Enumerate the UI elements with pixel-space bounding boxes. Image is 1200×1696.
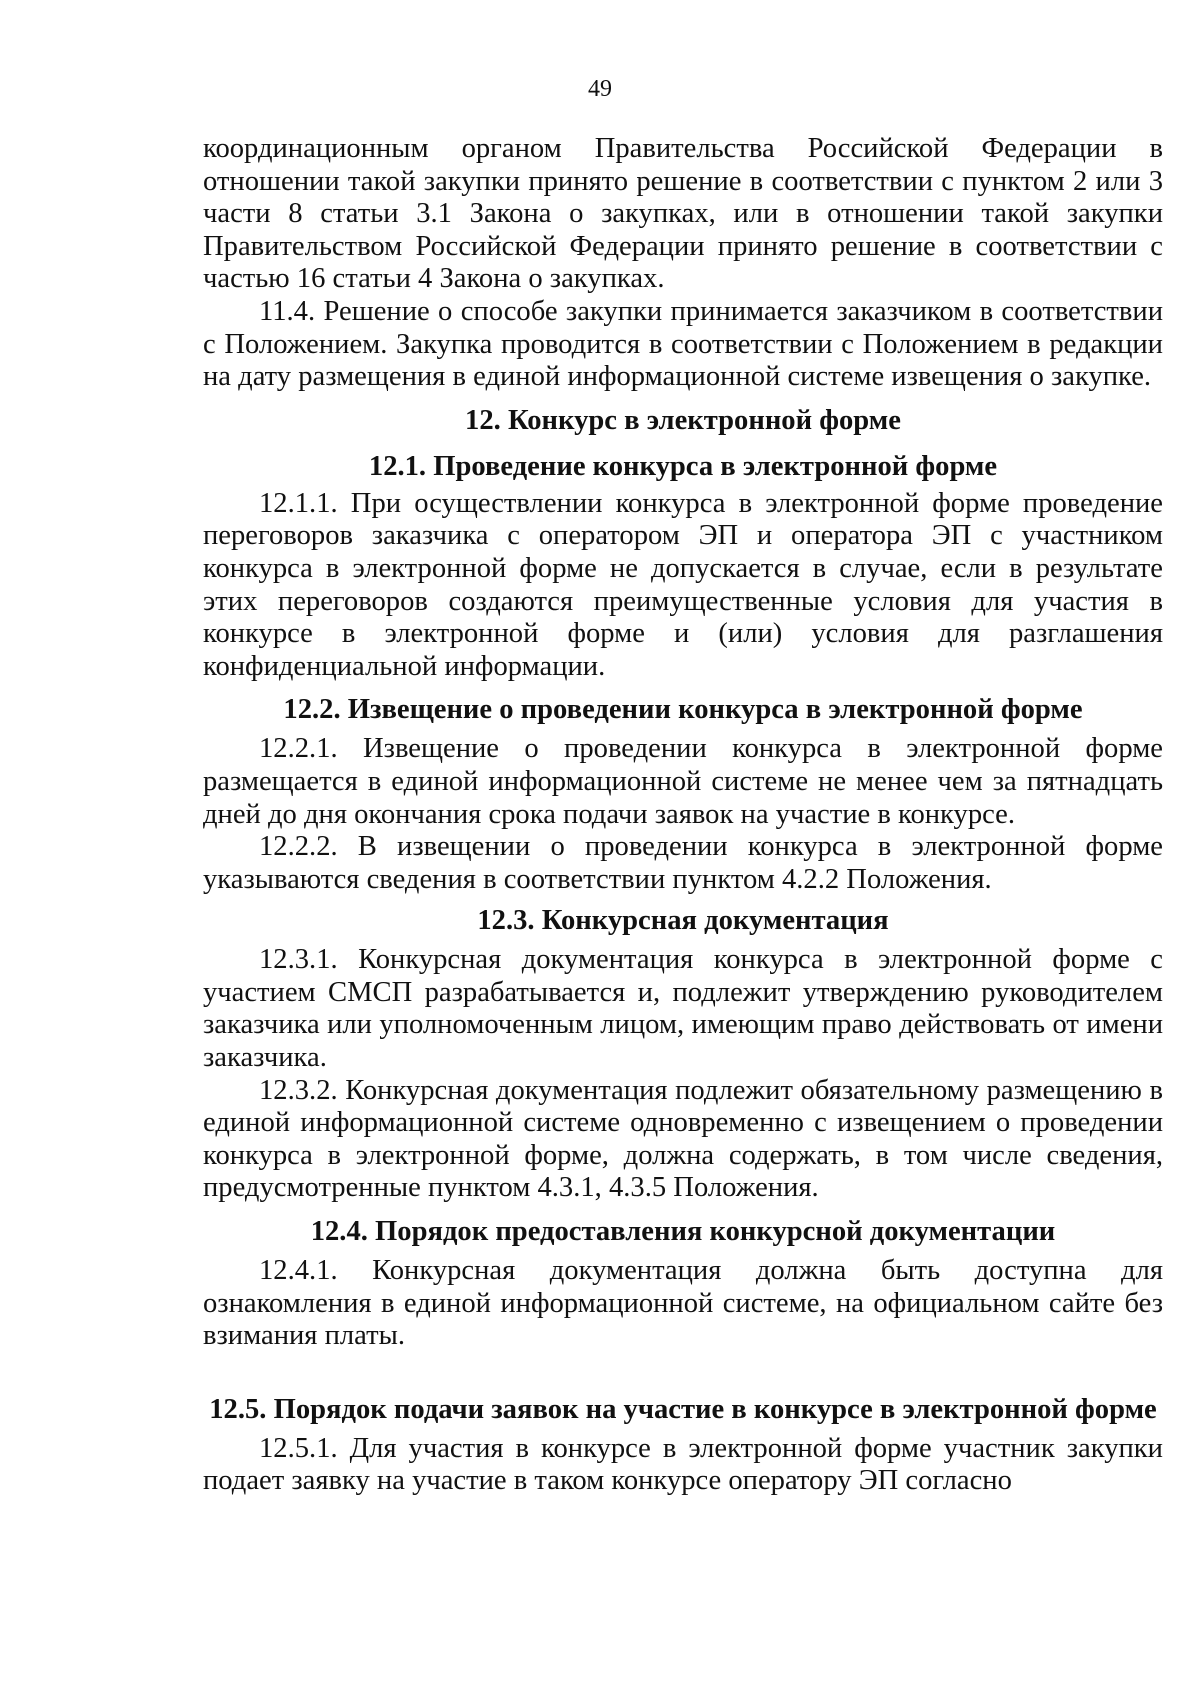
section-heading-12-1: 12.1. Проведение конкурса в электронной форме (368, 450, 998, 482)
section-heading-12-3: 12.3. Конкурсная документация (477, 905, 889, 937)
section-heading-12-4: 12.4. Порядок предоставления конкурсной документации (310, 1216, 1056, 1248)
section-heading-12-5: 12.5. Порядок подачи заявок на участие в конкурсе в электронной форме (209, 1393, 1157, 1425)
section-heading-12-2: 12.2. Извещение о проведении конкурса в электронной форме (283, 694, 1083, 726)
document-body (203, 133, 1163, 1498)
paragraph-11-4: 11.4. Решение о способе закупки принимается заказчиком в соответствии с Положением. Закупка проводится в соответствии с Положением в редакции на дату размещения в единой информационной системе извещения о закупке. (203, 295, 1163, 393)
paragraph-12-4-1: 12.4.1. Конкурсная документация должна быть доступна для ознакомления в единой информационной системе, на официальном сайте без взимания платы. (203, 1255, 1163, 1352)
paragraph-12-2-2: 12.2.2. В извещении о проведении конкурса в электронной форме указываются сведения в соответствии пунктом 4.2.2 Положения. (203, 831, 1163, 895)
paragraph-continuation: координационным органом Правительства Российской Федерации в отношении такой закупки принято решение в соответствии с пунктом 2 или 3 части 8 статьи 3.1 Закона о закупках, или в отношении такой закупки Правительством Российской Федерации принято решение в соответствии с частью 16 статьи 4 Закона о закупках. (203, 133, 1163, 295)
paragraph-12-5-1: 12.5.1. Для участия в конкурсе в электронной форме участник закупки подает заявку на участие в таком конкурсе оператору ЭП согласно (203, 1432, 1163, 1497)
section-heading-12: 12. Конкурс в электронной форме (465, 404, 901, 436)
page-number: 49 (588, 76, 612, 102)
paragraph-12-3-2: 12.3.2. Конкурсная документация подлежит обязательному размещению в единой информационной системе одновременно с извещением о проведении конкурса в электронной форме, должна содержать, в том числе сведения, предусмотренные пунктом 4.3.1, 4.3.5 Положения. (203, 1074, 1163, 1204)
paragraph-12-1-1: 12.1.1. При осуществлении конкурса в электронной форме проведение переговоров заказчика с оператором ЭП и оператора ЭП с участником конкурса в электронной форме не допускается в случае, если в результате этих переговоров создаются преимущественные условия для участия в конкурсе в электронной форме и (или) условия для разглашения конфиденциальной информации. (203, 487, 1163, 682)
paragraph-12-2-1: 12.2.1. Извещение о проведении конкурса в электронной форме размещается в единой информационной системе не менее чем за пятнадцать дней до дня окончания срока подачи заявок на участие в конкурсе. (203, 733, 1163, 830)
paragraph-12-3-1: 12.3.1. Конкурсная документация конкурса в электронной форме с участием СМСП разрабатывается и, подлежит утверждению руководителем заказчика или уполномоченным лицом, имеющим право действовать от имени заказчика. (203, 944, 1163, 1074)
